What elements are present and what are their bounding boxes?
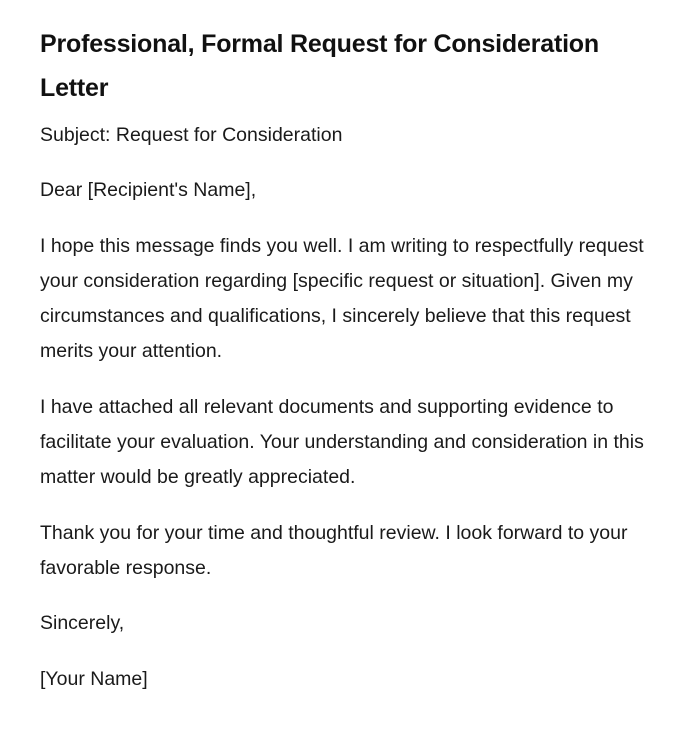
- letter-signature: [Your Name]: [40, 667, 148, 690]
- letter-subject: Subject: Request for Consideration: [40, 124, 343, 146]
- letter-paragraph-3: Thank you for your time and thoughtful review. I look forward to your favorable response.: [40, 521, 628, 579]
- letter-paragraph-2: I have attached all relevant documents and supporting evidence to facilitate your evaluation. Your understanding and consideration in this matter would be greatly appreciated.: [40, 395, 644, 489]
- letter-greeting: Dear [Recipient's Name],: [40, 179, 257, 202]
- letter-paragraph-1: I hope this message finds you well. I am writing to respectfully request your consideration regarding [specific request or situation]. Given my circumstances and qualifications, I sincerely believe that this request merits your attention.: [40, 234, 644, 363]
- letter-title: Professional, Formal Request for Consideration Letter: [40, 30, 599, 102]
- letter-closing: Sincerely,: [40, 612, 125, 635]
